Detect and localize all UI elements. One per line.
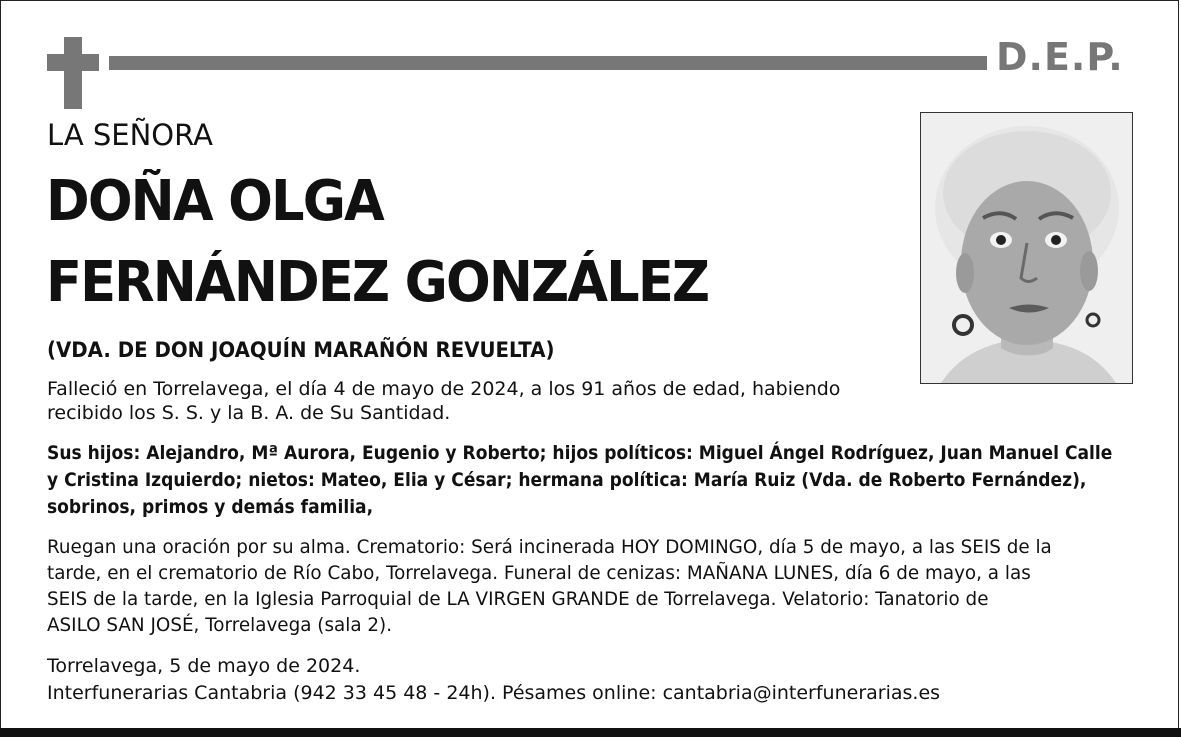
honorific-title: LA SEÑORA [47, 118, 213, 152]
contact-line: Interfunerarias Cantabria (942 33 45 48 - 24h). Pésames online: cantabria@interfunerarias.es [47, 682, 941, 704]
family-paragraph [47, 440, 1118, 521]
text-line: tarde, en el crematorio de Río Cabo, Torrelavega. Funeral de cenizas: MAÑANA LUNES, día 6 de mayo, a las [47, 562, 1031, 584]
dep-label: D.E.P. [996, 35, 1124, 79]
text-line: Sus hijos: Alejandro, Mª Aurora, Eugenio y Roberto; hijos políticos: Miguel Ángel Rodríguez, Juan Manuel Calle [47, 442, 1113, 464]
text-line: SEIS de la tarde, en la Iglesia Parroquial de LA VIRGEN GRANDE de Torrelavega. Velatorio: Tanatorio de [47, 588, 989, 610]
date-line: Torrelavega, 5 de mayo de 2024. [47, 655, 361, 677]
footer-paragraph [47, 653, 940, 707]
text-line: Ruegan una oración por su alma. Crematorio: Será incinerada HOY DOMINGO, día 5 de mayo, a las SEIS de la [47, 536, 1052, 558]
text-line: ASILO SAN JOSÉ, Torrelavega (sala 2). [47, 614, 393, 636]
death-notice-paragraph [47, 377, 917, 425]
portrait-image [921, 113, 1132, 383]
portrait-photo [920, 112, 1133, 384]
deceased-name-line-1: DOÑA OLGA [46, 169, 383, 234]
widow-of-line: (VDA. DE DON JOAQUÍN MARAÑÓN REVUELTA) [47, 338, 555, 362]
cross-icon-arm [47, 54, 99, 71]
text-line: y Cristina Izquierdo; nietos: Mateo, Elia y César; hermana política: María Ruiz (Vda. de Roberto Fernández), [47, 469, 1087, 491]
text-line: recibido los S. S. y la B. A. de Su Santidad. [47, 402, 451, 424]
cross-icon [64, 37, 82, 109]
deceased-name-line-2: FERNÁNDEZ GONZÁLEZ [46, 250, 709, 315]
header-rule [109, 56, 987, 70]
text-line: sobrinos, primos y demás familia, [47, 496, 374, 518]
bottom-rule [0, 728, 1181, 737]
text-line: Falleció en Torrelavega, el día 4 de mayo de 2024, a los 91 años de edad, habiendo [47, 378, 841, 400]
ceremony-paragraph [47, 534, 1147, 638]
